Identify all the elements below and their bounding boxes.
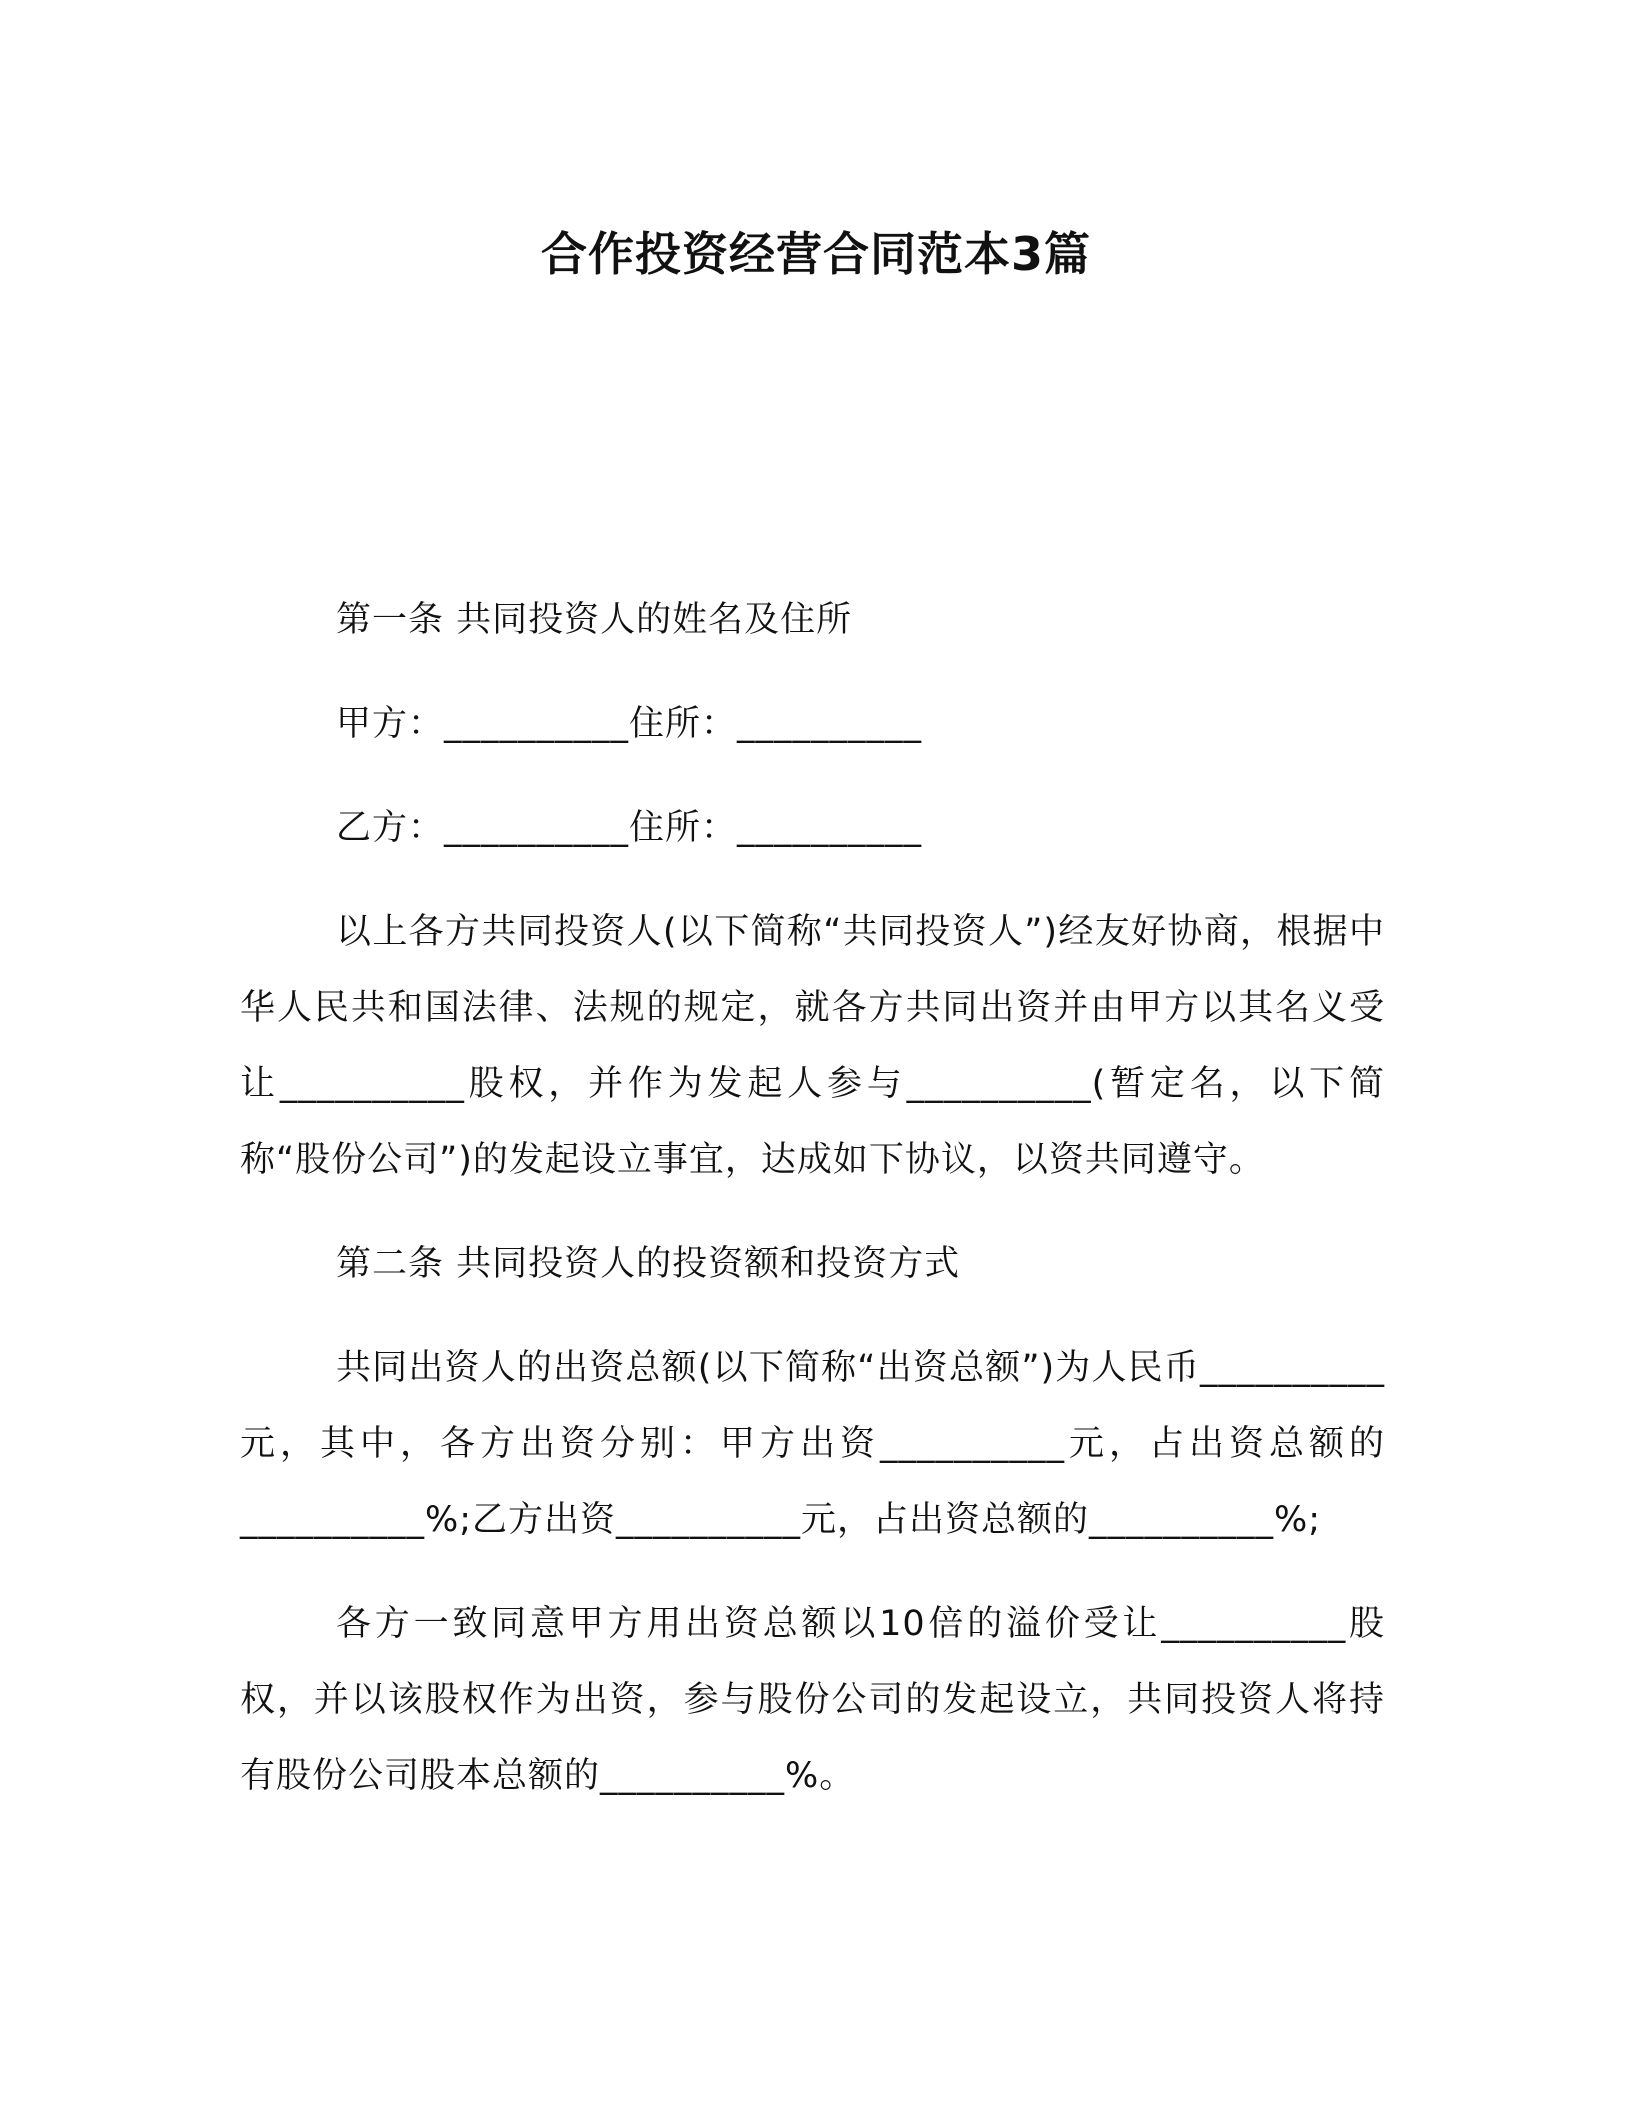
party-b-line: 乙方：__________住所：__________ bbox=[336, 808, 923, 848]
document-body bbox=[240, 582, 1385, 1842]
article-2-heading: 第二条 共同投资人的投资额和投资方式 bbox=[336, 1244, 961, 1284]
intro-paragraph: 以上各方共同投资人(以下简称“共同投资人”)经友好协商，根据中华人民共和国法律、法规的规定，就各方共同出资并由甲方以其名义受让__________股权，并作为发起人参与__________(暂定名，以下简称“股份公司”)的发起设立事宜，达成如下协议，以资共同遵守。 bbox=[240, 912, 1385, 1180]
article-1-heading: 第一条 共同投资人的姓名及住所 bbox=[336, 600, 853, 640]
contribution-paragraph: 共同出资人的出资总额(以下简称“出资总额”)为人民币__________元，其中，各方出资分别：甲方出资__________元，占出资总额的__________%;乙方出资__________元，占出资总额的__________%; bbox=[240, 1348, 1385, 1540]
document-title: 合作投资经营合同范本3篇 bbox=[540, 227, 1091, 281]
party-a-line: 甲方：__________住所：__________ bbox=[336, 704, 923, 744]
transfer-paragraph: 各方一致同意甲方用出资总额以10倍的溢价受让__________股权，并以该股权作为出资，参与股份公司的发起设立，共同投资人将持有股份公司股本总额的__________%。 bbox=[240, 1604, 1385, 1796]
